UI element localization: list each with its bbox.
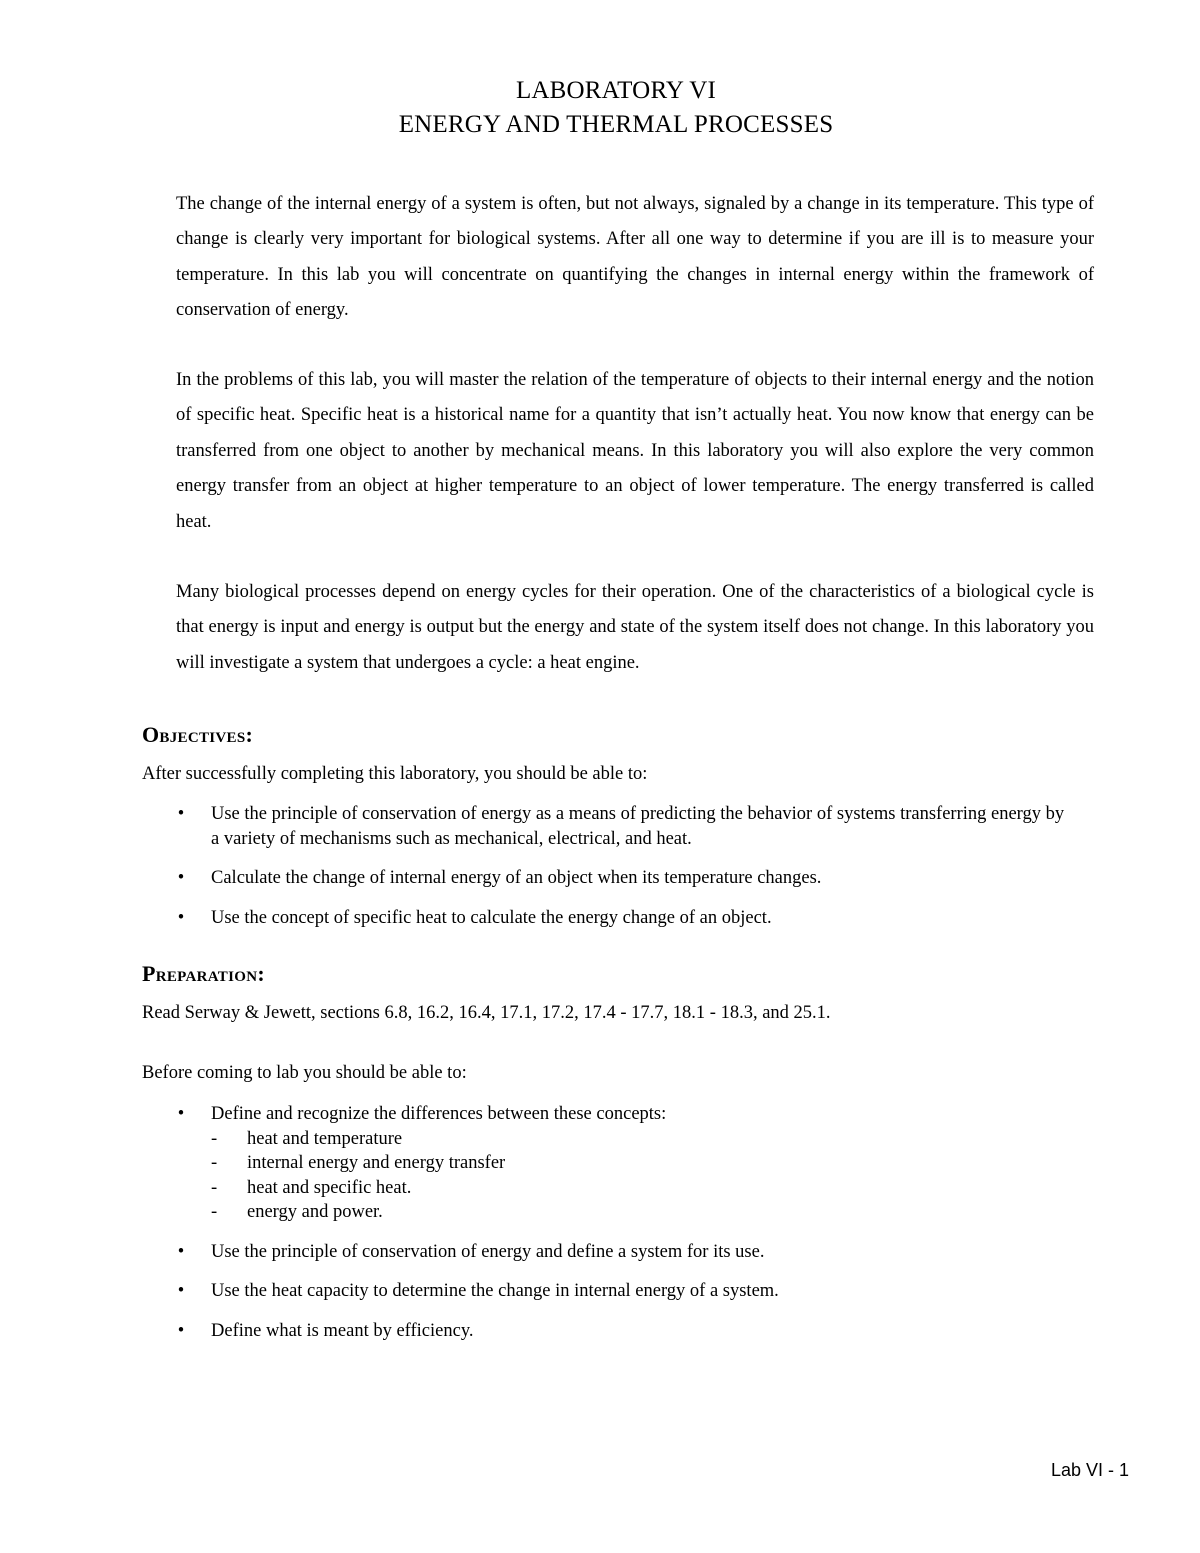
title-block [0, 74, 1200, 142]
lab-topic-title: ENERGY AND THERMAL PROCESSES [398, 111, 834, 138]
concept-text: heat and specific heat. [247, 1177, 412, 1198]
concept-text: heat and temperature [247, 1128, 403, 1149]
sub-list-item [211, 1151, 1074, 1176]
preparation-text: Define and recognize the differences between these concepts: [211, 1104, 667, 1124]
preparation-text: Use the heat capacity to determine the change in internal energy of a system. [211, 1281, 779, 1301]
page-number-footer: Lab VI - 1 [1050, 1460, 1129, 1480]
list-item [174, 1102, 1074, 1225]
sub-list-item [211, 1176, 1074, 1201]
bullet-icon: • [177, 1241, 185, 1262]
concept-text: energy and power. [247, 1202, 383, 1222]
preparation-text: Use the principle of conservation of energy and define a system for its use. [211, 1241, 765, 1262]
objectives-intro: After successfully completing this laboratory, you should be able to: [142, 764, 648, 784]
objective-text: Use the concept of specific heat to calculate the energy change of an object. [211, 907, 772, 928]
objective-text: Use the principle of conservation of energy as a means of predicting the behavior of systems transferring energy by a variety of mechanisms such as mechanical, electrical, and heat. [211, 804, 1065, 849]
list-item [174, 1240, 1074, 1265]
list-item [174, 802, 1074, 851]
bullet-icon: • [177, 804, 185, 824]
intro-paragraph-1: The change of the internal energy of a system is often, but not always, signaled by a change in its temperature. This type of change is clearly very important for biological systems. After all one way to determine if you are ill is to measure your temperature. In this lab you will concentrate on quantifying the changes in internal energy within the framework of conservation of energy. [176, 194, 1094, 321]
concept-sublist [211, 1127, 1074, 1225]
lab-number-title: LABORATORY VI [515, 77, 717, 104]
concept-text: internal energy and energy transfer [247, 1153, 506, 1173]
list-item [174, 866, 1074, 891]
preparation-text: Define what is meant by efficiency. [211, 1320, 474, 1341]
preparation-heading: Preparation: [142, 961, 265, 986]
intro-paragraph-2: In the problems of this lab, you will master the relation of the temperature of objects to their internal energy and the notion of specific heat. Specific heat is a historical name for a quantity that isn’t actually heat. You now know that energy can be transferred from one object to another by mechanical means. In this laboratory you will also explore the very common energy transfer from an object at higher temperature to an object of lower temperature. The energy transferred is called heat. [176, 370, 1094, 532]
objective-text: Calculate the change of internal energy of an object when its temperature changes. [211, 868, 822, 888]
bullet-icon: • [177, 868, 185, 888]
bullet-icon: • [177, 1104, 185, 1124]
sub-list-item [211, 1200, 1074, 1225]
bullet-icon: • [177, 907, 185, 928]
intro-paragraph-3: Many biological processes depend on energy cycles for their operation. One of the characteristics of a biological cycle is that energy is input and energy is output but the energy and state of the system itself does not change. In this laboratory you will investigate a system that undergoes a cycle: a heat engine. [176, 582, 1094, 673]
dash-icon: - [211, 1202, 218, 1222]
before-lab-intro: Before coming to lab you should be able to: [142, 1063, 467, 1083]
objectives-heading: Objectives: [142, 722, 254, 747]
preparation-list [174, 1102, 1074, 1358]
reading-assignment: Read Serway & Jewett, sections 6.8, 16.2, 16.4, 17.1, 17.2, 17.4 - 17.7, 18.1 - 18.3, and 25.1. [142, 1003, 831, 1023]
dash-icon: - [211, 1177, 218, 1198]
objectives-list [174, 802, 1074, 945]
list-item [174, 906, 1074, 931]
list-item [174, 1319, 1074, 1344]
list-item [174, 1279, 1074, 1304]
bullet-icon: • [177, 1320, 185, 1341]
dash-icon: - [211, 1128, 218, 1149]
dash-icon: - [211, 1153, 218, 1173]
bullet-icon: • [177, 1281, 185, 1301]
sub-list-item [211, 1127, 1074, 1152]
